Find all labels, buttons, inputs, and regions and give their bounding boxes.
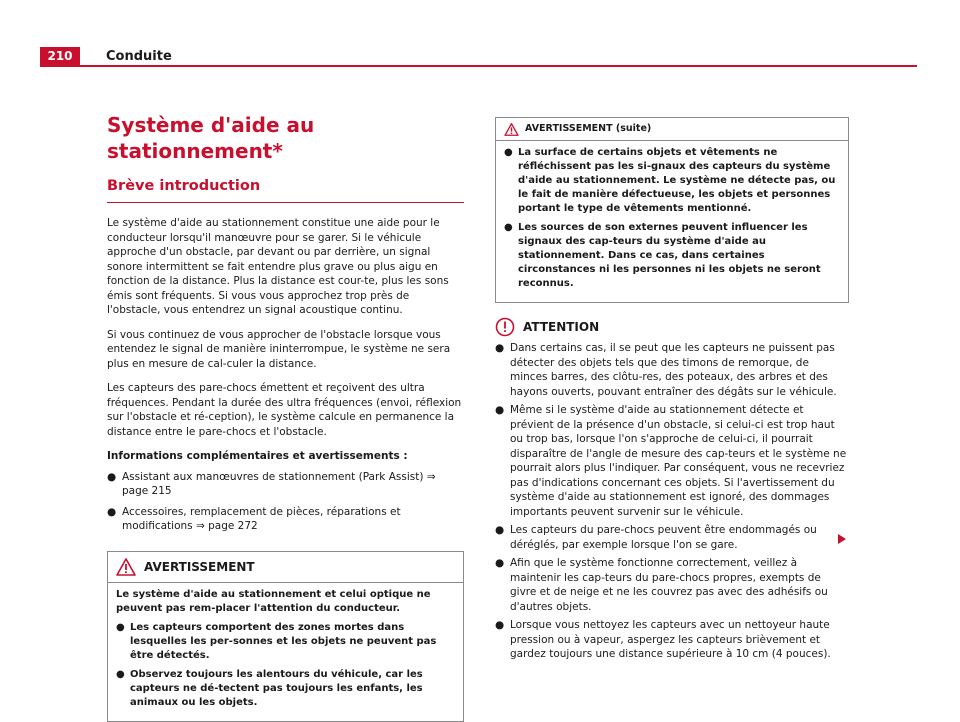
list-item — [495, 618, 847, 662]
warning-continued-body — [496, 141, 848, 302]
warning-continued-label: AVERTISSEMENT (suite) — [525, 123, 652, 134]
bullet-icon: ● — [107, 505, 117, 518]
bullet-icon: ● — [504, 147, 513, 158]
list-item-text: Afin que le système fonctionne correctement, veillez à maintenir les cap-teurs du pare-chocs propres, exempts de givre et de neige et ne les couvrez pas avec des adhésifs ou d'autres objets. — [510, 557, 828, 613]
warning-item — [116, 621, 455, 663]
section-title: Conduite — [106, 49, 172, 64]
warning-item — [504, 146, 840, 216]
warning-triangle-icon — [116, 558, 136, 576]
warning-continued-box — [495, 117, 849, 303]
bullet-icon: ● — [107, 470, 117, 483]
paragraph-continuous-signal: Si vous continuez de vous approcher de l'obstacle lorsque vous entendez le signal de manière ininterrompue, le système ne sera plus en mesure de cal-culer la distance. — [107, 328, 451, 370]
bullet-icon: ● — [116, 621, 125, 633]
list-item — [107, 505, 464, 534]
subtitle: Brève introduction — [107, 178, 261, 194]
bullet-icon: ● — [495, 342, 505, 354]
bullet-icon: ● — [116, 668, 125, 680]
warning-triangle-icon — [504, 123, 519, 136]
warning-box — [107, 551, 464, 722]
paragraph-sensors: Les capteurs des pare-chocs émettent et reçoivent des ultra fréquences. Pendant la durée des ultra fréquences (envoi, réflexion sur l'obstacle et ré-ception), le système calcule en permanence la distance entre le pare-chocs et l'obstacle. — [107, 382, 462, 438]
continue-arrow-icon — [838, 534, 846, 544]
header-rule — [40, 65, 917, 67]
paragraph-intro: Le système d'aide au stationnement constitue une aide pour le conducteur lorsqu'il manœuvre pour se garer. Si le véhicule approche d'un obstacle, par devant ou par derrière, un signal sonore intermittent se fait entendre plus grave ou plus aigu en fonction de la distance. Plus la distance est cour-te, plus les sons émis sont fréquents. Si vous vous approchez trop près de l'obstacle, vous entendrez un signal acoustique continu. — [107, 217, 449, 316]
left-column — [107, 112, 464, 722]
page-number: 210 — [40, 47, 80, 65]
bullet-icon: ● — [495, 557, 505, 569]
list-item-text: Les capteurs du pare-chocs peuvent être endommagés ou déréglés, par exemple lorsque l'on se gare. — [510, 524, 817, 551]
bullet-icon: ● — [495, 524, 505, 536]
warning-intro: Le système d'aide au stationnement et celui optique ne peuvent pas rem-placer l'attention du conducteur. — [116, 588, 431, 614]
bullet-icon: ● — [495, 619, 505, 631]
list-item — [495, 341, 847, 399]
list-item-text: Assistant aux manœuvres de stationnement (Park Assist) ⇒ page 215 — [122, 470, 436, 497]
warning-continued-header — [496, 118, 848, 141]
attention-label: ATTENTION — [523, 320, 600, 334]
info-heading: Informations complémentaires et avertissements : — [107, 450, 408, 462]
list-item — [495, 403, 847, 519]
warning-item-text: La surface de certains objets et vêtements ne réfléchissent pas les si-gnaux des capteurs du système d'aide au stationnement. Le système ne détecte pas, ou le fait de manière défectueuse, les objets et personnes portant le type de vêtements mentionné. — [518, 147, 836, 214]
exclamation-circle-icon — [495, 317, 515, 337]
warning-item-text: Les sources de son externes peuvent influencer les signaux des cap-teurs du système d'aide au stationnement. Dans ce cas, dans certaines circonstances ni les personnes ni les objets ne seront reconnus. — [518, 222, 821, 289]
warning-body — [108, 583, 463, 721]
list-item-text: Même si le système d'aide au stationnement détecte et prévient de la présence d'un obstacle, si celui-ci est trop haut ou trop bas, lorsque l'on s'approche de celui-ci, il pourrait disparaître de l'angle de mesure des cap-teurs et le système ne pourrait alors plus l'indiquer. Par conséquent, vous ne recevriez pas d'indications concernant ces objets. Si l'avertissement du système d'aide au stationnement est ignoré, des dommages importants peuvent survenir sur le véhicule. — [510, 404, 847, 518]
list-item-text: Lorsque vous nettoyez les capteurs avec un nettoyeur haute pression ou à vapeur, aspergez les capteurs brièvement et gardez toujours une distance supérieure à 10 cm (4 pouces). — [510, 619, 831, 660]
warning-item-text: Observez toujours les alentours du véhicule, car les capteurs ne dé-tectent pas toujours les enfants, les animaux ou les objets. — [130, 668, 423, 708]
warning-label: AVERTISSEMENT — [144, 559, 255, 574]
attention-body — [495, 341, 847, 662]
list-item — [107, 470, 464, 499]
bullet-icon: ● — [495, 404, 505, 416]
list-item-text: Accessoires, remplacement de pièces, réparations et modifications ⇒ page 272 — [122, 505, 401, 532]
warning-item-text: Les capteurs comportent des zones mortes dans lesquelles les per-sonnes et les objets ne peuvent pas être détectés. — [130, 621, 437, 661]
right-column — [495, 117, 847, 662]
bullet-icon: ● — [504, 222, 513, 233]
warning-item — [504, 221, 840, 291]
warning-item — [116, 668, 455, 710]
list-item — [495, 556, 847, 614]
warning-header — [108, 552, 463, 583]
list-item-text: Dans certains cas, il se peut que les capteurs ne puissent pas détecter des objets tels que des timons de remorque, de minces barres, des clôtu-res, des poteaux, des arbres et des hayons ouverts, pouvant entraîner des dégâts sur le véhicule. — [510, 342, 837, 398]
attention-header — [495, 317, 847, 337]
page-title: Système d'aide au stationnement* — [107, 113, 315, 163]
list-item — [495, 523, 847, 552]
subtitle-rule — [107, 202, 464, 203]
